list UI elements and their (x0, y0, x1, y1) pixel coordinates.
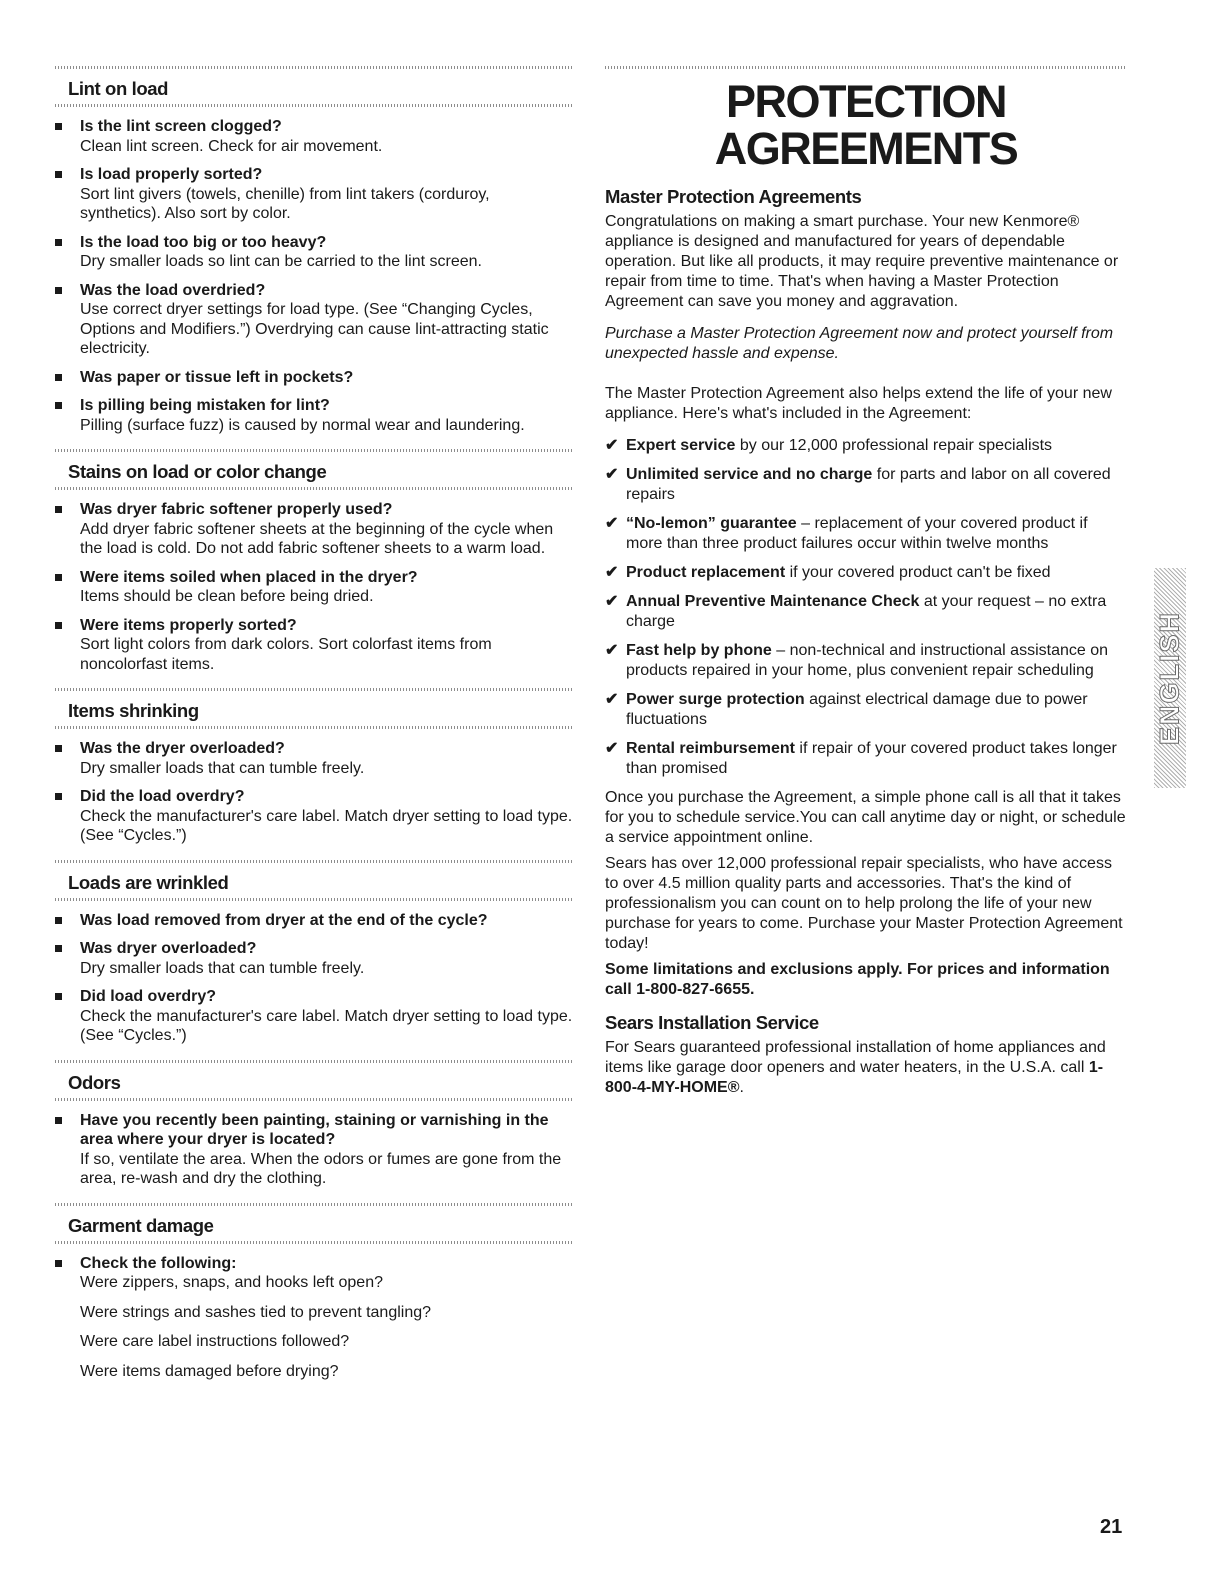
benefit-desc: by our 12,000 professional repair specialists (735, 437, 1053, 454)
installation-heading: Sears Installation Service (605, 1012, 819, 1033)
bullet-icon (55, 171, 62, 178)
installation-text-end: . (739, 1079, 744, 1096)
checkmark-icon: ✔ (605, 466, 619, 483)
page-number: 21 (1100, 1516, 1123, 1538)
list-item (55, 1111, 573, 1189)
answer: Sort light colors from dark colors. Sort colorfast items from noncolorfast items. (80, 636, 492, 673)
benefit-desc: – replacement of your covered product if more than three product failures occur within twelve months (626, 515, 1088, 552)
list-item (55, 396, 573, 435)
once-paragraph: Once you purchase the Agreement, a simple phone call is all that it takes for you to schedule service.You can call anytime day or night, or schedule a service appointment online. (605, 789, 1126, 846)
list-item (55, 616, 573, 675)
list-item (55, 987, 573, 1046)
section-heading (55, 1060, 573, 1101)
section-loads-wrinkled (55, 860, 573, 1046)
title-line: PROTECTION (725, 76, 1006, 127)
benefit-title: “No-lemon” guarantee (626, 515, 797, 532)
bullet-icon (55, 917, 62, 924)
question: Was dryer fabric softener properly used? (80, 501, 393, 518)
question: Was dryer overloaded? (80, 940, 257, 957)
benefit-item (605, 739, 1127, 779)
limitations-paragraph: Some limitations and exclusions apply. For prices and information call 1-800-827-6655. (605, 961, 1110, 998)
benefit-desc: if repair of your covered product takes longer than promised (626, 740, 1117, 777)
bullet-icon (55, 374, 62, 381)
checkmark-icon: ✔ (605, 593, 619, 610)
list-item (55, 281, 573, 359)
benefit-title: Rental reimbursement (626, 740, 795, 757)
answer: Sort lint givers (towels, chenille) from lint takers (corduroy, synthetics). Also sort by color. (80, 185, 490, 222)
list-item (55, 233, 573, 272)
bullet-icon (55, 945, 62, 952)
benefit-item (605, 465, 1127, 505)
mpa-tagline: Purchase a Master Protection Agreement now and protect yourself from unexpected hassle and expense. (605, 325, 1114, 362)
question: Were items soiled when placed in the dryer? (80, 568, 418, 586)
benefit-item (605, 641, 1127, 681)
checkmark-icon: ✔ (605, 642, 619, 659)
benefit-title: Expert service (626, 437, 736, 454)
section-items-shrinking (55, 688, 573, 846)
language-tab (1154, 568, 1186, 788)
section-heading (55, 66, 573, 107)
answer: Items should be clean before being dried. (80, 588, 374, 605)
list-item (55, 739, 573, 778)
section-title: Items shrinking (68, 700, 199, 721)
divider (605, 66, 1127, 69)
bullet-icon (55, 506, 62, 513)
benefit-item (605, 592, 1127, 632)
list-item (55, 500, 573, 559)
question: Did load overdry? (80, 988, 217, 1005)
list-item (55, 939, 573, 978)
benefit-item (605, 690, 1127, 730)
installation-paragraph (605, 1038, 1127, 1098)
question: Was load removed from dryer at the end of the cycle? (80, 911, 488, 929)
answer: Add dryer fabric softener sheets at the beginning of the cycle when the load is cold. Do not add fabric softener sheets to a warm load. (80, 520, 554, 557)
bullet-icon (55, 793, 62, 800)
bullet-icon (55, 287, 62, 294)
question: Were items properly sorted? (80, 616, 297, 634)
list-item (55, 787, 573, 846)
bullet-icon (55, 622, 62, 629)
section-stains (55, 449, 573, 674)
section-odors (55, 1060, 573, 1189)
section-garment-damage (55, 1203, 573, 1382)
answer: Dry smaller loads that can tumble freely. (80, 959, 365, 977)
checkmark-icon: ✔ (605, 564, 619, 581)
question: Is pilling being mistaken for lint? (80, 397, 330, 414)
benefit-title: Product replacement (626, 564, 786, 581)
bullet-icon (55, 239, 62, 246)
bullet-icon (55, 745, 62, 752)
question: Is load properly sorted? (80, 166, 263, 183)
question: Was paper or tissue left in pockets? (80, 368, 354, 386)
section-lint-on-load (55, 66, 573, 435)
list-item (55, 1254, 573, 1382)
checkmark-icon: ✔ (605, 515, 619, 532)
benefit-title: Unlimited service and no charge (626, 466, 873, 483)
protection-agreements-column (605, 66, 1127, 1110)
section-heading (55, 688, 573, 729)
answer: Were strings and sashes tied to prevent tangling? (80, 1303, 432, 1321)
answer: Were care label instructions followed? (80, 1333, 350, 1350)
question: Is the load too big or too heavy? (80, 233, 327, 251)
section-heading (55, 860, 573, 901)
answer: Check the manufacturer's care label. Match dryer setting to load type. (See “Cycles.”) (80, 1007, 573, 1044)
benefit-desc: – non-technical and instructional assistance on products repaired in your home, plus convenient repair scheduling (626, 642, 1108, 679)
bullet-icon (55, 402, 62, 409)
bullet-icon (55, 123, 62, 130)
sears-paragraph: Sears has over 12,000 professional repair specialists, who have access to over 4.5 million quality parts and accessories. That's the kind of professionalism you can count on to help prolong the life of your new purchase for years to come. Purchase your Master Protection Agreement today! (605, 855, 1123, 952)
mpa-heading: Master Protection Agreements (605, 186, 862, 207)
checkmark-icon: ✔ (605, 740, 619, 757)
benefit-item (605, 563, 1127, 583)
section-title: Stains on load or color change (68, 461, 327, 482)
question: Was the load overdried? (80, 281, 266, 299)
benefit-title: Annual Preventive Maintenance Check (626, 593, 920, 610)
answer: Dry smaller loads so lint can be carried to the lint screen. (80, 253, 482, 270)
question: Have you recently been painting, staining or varnishing in the area where your dryer is located? (80, 1111, 549, 1148)
question: Was the dryer overloaded? (80, 740, 285, 757)
checkmark-icon: ✔ (605, 437, 619, 454)
benefits-list (605, 436, 1127, 779)
list-item (55, 368, 573, 388)
page-title (605, 66, 1127, 172)
mpa-intro: Congratulations on making a smart purchase. Your new Kenmore® appliance is designed and manufactured for years of dependable operation. But like all products, it may require preventive maintenance or repair from time to time. That's when having a Master Protection Agreement can save you money and aggravation. (605, 213, 1119, 310)
benefit-desc: at your request – no extra charge (626, 593, 1107, 630)
section-title: Lint on load (68, 78, 169, 99)
list-item (55, 911, 573, 931)
bullet-icon (55, 1117, 62, 1124)
mpa-includes: The Master Protection Agreement also helps extend the life of your new appliance. Here's what's included in the Agreement: (605, 385, 1112, 422)
list-item (55, 165, 573, 224)
answer: If so, ventilate the area. When the odors or fumes are gone from the area, re-wash and dry the clothing. (80, 1150, 562, 1187)
bullet-icon (55, 1260, 62, 1267)
answer: Were zippers, snaps, and hooks left open? (80, 1274, 383, 1291)
checkmark-icon: ✔ (605, 691, 619, 708)
question: Is the lint screen clogged? (80, 118, 282, 135)
benefit-item (605, 514, 1127, 554)
answer: Use correct dryer settings for load type. (See “Changing Cycles, Options and Modifiers.”) Overdrying can cause lint-attracting static electricity. (80, 301, 549, 357)
section-title: Garment damage (68, 1214, 214, 1236)
installation-phone: 1-800-4-MY-HOME® (605, 1059, 1104, 1096)
answer: Dry smaller loads that can tumble freely. (80, 759, 365, 777)
benefit-desc: if your covered product can't be fixed (785, 564, 1051, 581)
benefit-desc: for parts and labor on all covered repairs (626, 466, 1111, 503)
question: Did the load overdry? (80, 788, 245, 805)
benefit-desc: against electrical damage due to power fluctuations (626, 691, 1088, 728)
section-heading (55, 449, 573, 490)
benefit-title: Fast help by phone (626, 642, 772, 659)
language-tab-label: ENGLISH (1154, 610, 1185, 746)
benefit-item (605, 436, 1127, 456)
benefit-title: Power surge protection (626, 691, 805, 708)
list-item (55, 117, 573, 156)
answer: Were items damaged before drying? (80, 1362, 339, 1380)
section-heading (55, 1203, 573, 1244)
title-line: AGREEMENTS (714, 123, 1018, 174)
section-title: Loads are wrinkled (68, 871, 229, 893)
answer: Pilling (surface fuzz) is caused by normal wear and laundering. (80, 416, 525, 434)
section-title: Odors (68, 1071, 121, 1093)
installation-text: For Sears guaranteed professional installation of home appliances and items like garage door openers and water heaters, in the U.S.A. call (605, 1039, 1106, 1076)
answer: Clean lint screen. Check for air movement. (80, 137, 383, 155)
question: Check the following: (80, 1254, 237, 1272)
bullet-icon (55, 574, 62, 581)
list-item (55, 568, 573, 607)
troubleshooting-column (55, 66, 573, 1395)
answer: Check the manufacturer's care label. Match dryer setting to load type. (See “Cycles.”) (80, 807, 573, 844)
bullet-icon (55, 993, 62, 1000)
